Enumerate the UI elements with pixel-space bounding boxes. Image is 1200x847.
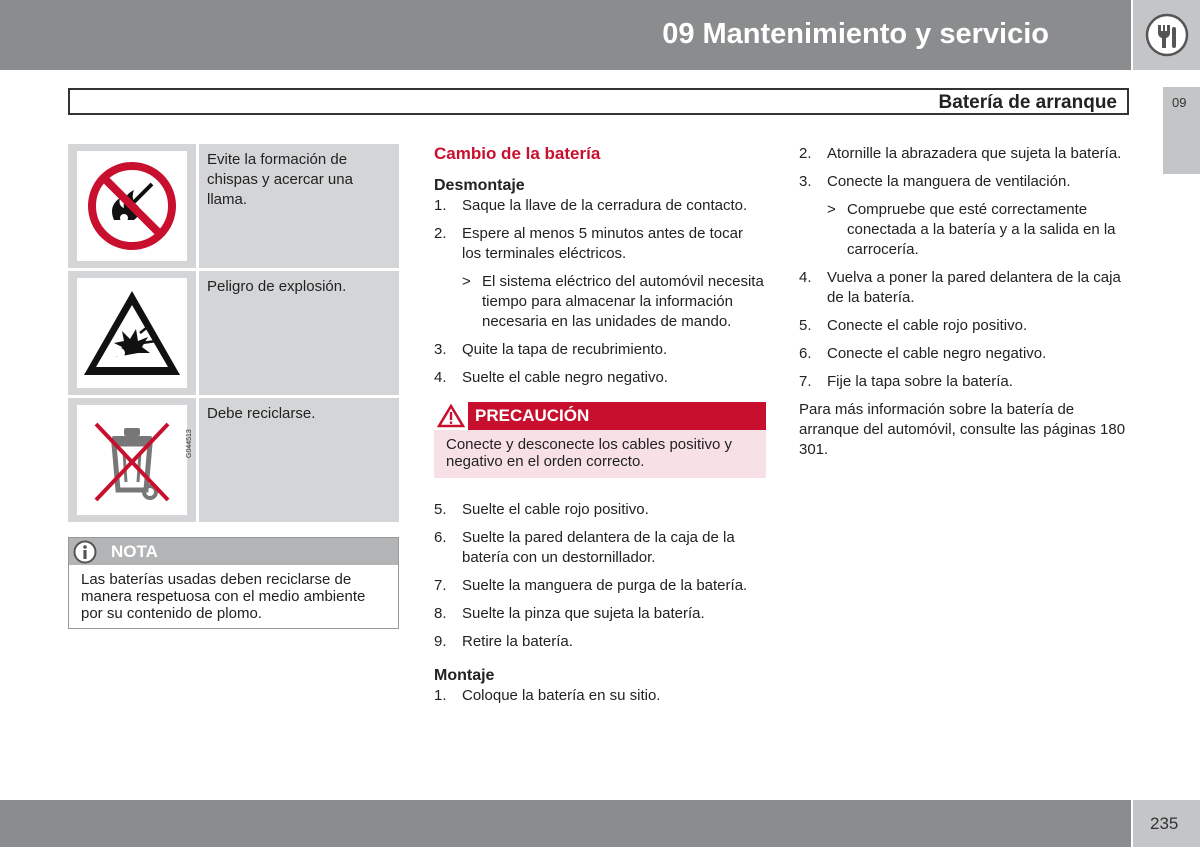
no-sparks-flame-icon [84,158,180,254]
step-text: Conecte la manguera de ventilación. [827,173,1071,190]
page-number: 235 [1150,814,1179,833]
step-number: 5. [434,501,447,518]
step-text: Saque la llave de la cerradura de contacto. [462,197,748,214]
step-note-text: Compruebe que esté correctamente conectada a la batería y a la salida en la carrocería. [847,201,1116,258]
step-note-marker: > [827,201,836,218]
step-number: 7. [434,577,447,594]
step-item [799,316,1134,336]
explosion-warning-icon [80,285,184,381]
step-item [434,368,766,388]
symbol-row [68,268,399,395]
symbol-image-cell [68,144,196,268]
step-text: Espere al menos 5 minutos antes de tocar los terminales eléctricos. [462,225,743,262]
step-text: Suelte el cable negro negativo. [462,369,668,386]
footer-band [0,800,1131,847]
step-item [799,268,1134,308]
step-item [434,632,766,652]
step-item [799,344,1134,364]
instructions-column-right [799,144,1134,460]
section-title: Batería de arranque [938,92,1117,113]
section-header-box [68,88,1129,115]
montaje-steps [799,144,1134,192]
caution-body: Conecte y desconecte los cables positivo y negativo en el orden correcto. [434,430,766,478]
step-number: 2. [434,225,447,242]
step-number: 5. [799,317,812,334]
note-body: Las baterías usadas deben reciclarse de manera respetuosa con el medio ambiente por su contenido de plomo. [81,571,366,622]
desmontaje-steps [434,500,766,652]
step-text: Atornille la abrazadera que sujeta la batería. [827,145,1122,162]
symbol-image-frame [77,151,187,261]
step-number: 7. [799,373,812,390]
symbol-text: Evite la formación de chispas y acercar una llama. [196,144,399,268]
symbol-row [68,144,399,268]
step-item [434,340,766,360]
header-band [0,0,1131,70]
step-number: 3. [799,173,812,190]
image-code: G044513 [186,429,193,458]
step-text: Suelte la pared delantera de la caja de la batería con un destornillador. [462,529,735,566]
note-box [68,537,399,629]
step-item [434,686,766,706]
caution-header [434,402,766,430]
step-text: Suelte la pinza que sujeta la batería. [462,605,705,622]
symbol-table [68,144,399,522]
step-text: Retire la batería. [462,633,573,650]
symbol-image-cell [68,398,196,522]
step-text: Conecte el cable negro negativo. [827,345,1047,362]
montaje-steps [434,686,766,706]
step-number: 4. [799,269,812,286]
caution-icon-frame [434,402,468,430]
note-header [69,538,398,565]
step-number: 2. [799,145,812,162]
step-number: 6. [799,345,812,362]
step-number: 3. [434,341,447,358]
chapter-icon-tab [1133,0,1200,70]
step-note [799,200,1134,260]
step-text: Vuelva a poner la pared delantera de la caja de la batería. [827,269,1121,306]
step-item [434,604,766,624]
instructions-column [434,144,766,714]
symbol-image-cell [68,271,196,395]
step-item [799,144,1134,164]
symbol-image-frame [77,405,187,515]
step-item [434,196,766,216]
step-text: Fije la tapa sobre la batería. [827,373,1013,390]
step-note-text: El sistema eléctrico del automóvil necesita tiempo para almacenar la información necesaria en las unidades de mando. [482,273,764,330]
step-text: Suelte la manguera de purga de la batería. [462,577,748,594]
desmontaje-heading: Desmontaje [434,177,525,194]
symbol-text: Debe reciclarse. [196,398,399,522]
step-item [434,576,766,596]
warning-triangle-icon [434,402,468,430]
step-number: 1. [434,687,447,704]
montaje-steps [799,268,1134,392]
symbol-image-frame [77,278,187,388]
step-number: 1. [434,197,447,214]
desmontaje-steps [434,196,766,264]
step-item [434,500,766,520]
symbol-text: Peligro de explosión. [196,271,399,395]
step-note [434,272,766,332]
chapter-title: 09 Mantenimiento y servicio [662,18,1049,50]
step-item [434,528,766,568]
step-text: Quite la tapa de recubrimiento. [462,341,668,358]
side-tab-label: 09 [1172,95,1187,110]
note-title: NOTA [111,542,158,561]
caution-box [434,402,766,478]
caution-title: PRECAUCIÓN [475,406,590,425]
wrench-service-icon [1145,13,1189,57]
chapter-side-tab [1163,87,1200,174]
step-text: Coloque la batería en su sitio. [462,687,661,704]
desmontaje-steps [434,340,766,388]
step-number: 6. [434,529,447,546]
step-text: Suelte el cable rojo positivo. [462,501,649,518]
montaje-heading: Montaje [434,667,495,684]
step-item [434,224,766,264]
step-number: 9. [434,633,447,650]
step-text: Conecte el cable rojo positivo. [827,317,1028,334]
step-item [799,172,1134,192]
step-note-marker: > [462,273,471,290]
step-item [799,372,1134,392]
more-info-text: Para más información sobre la batería de arranque del automóvil, consulte las páginas 180 301. [799,401,1126,458]
step-number: 8. [434,605,447,622]
step-number: 4. [434,369,447,386]
crossed-bin-recycle-icon [84,412,180,508]
info-icon [73,540,97,564]
symbol-row [68,395,399,522]
procedure-heading: Cambio de la batería [434,144,601,163]
